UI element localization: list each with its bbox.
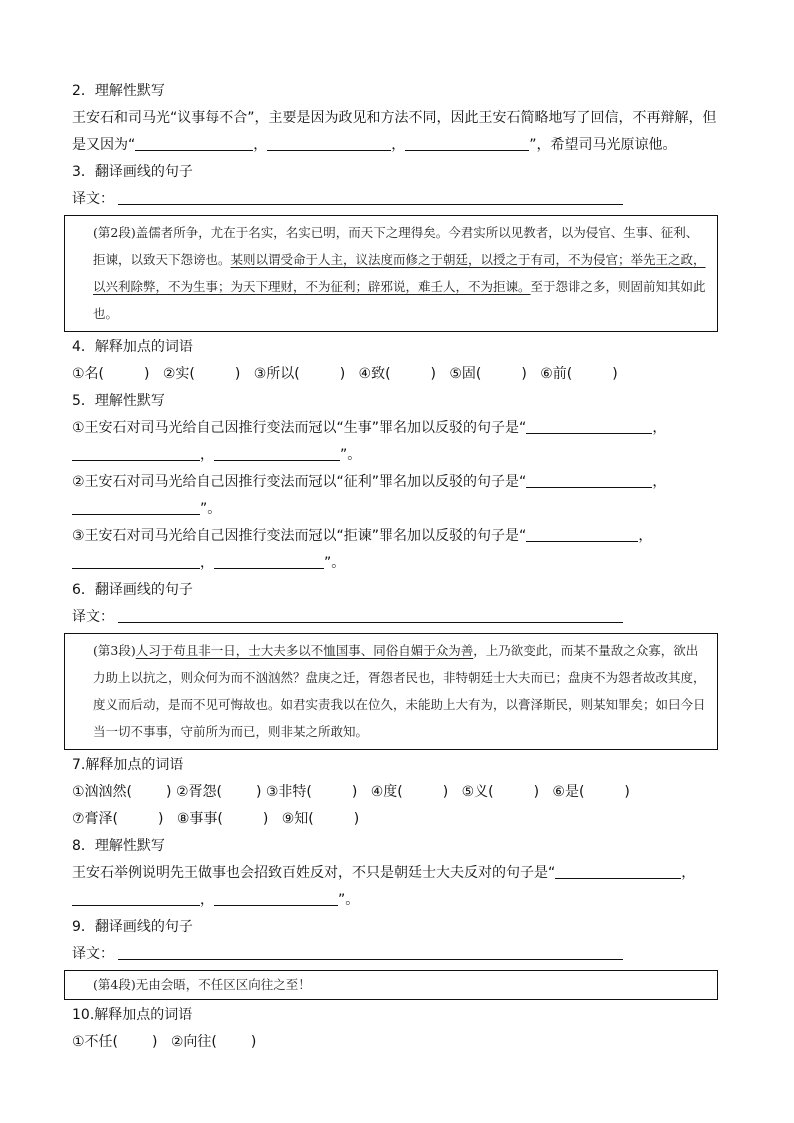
- s8-line1: [72, 860, 732, 887]
- s5-q2-comma: ，: [652, 474, 667, 490]
- s5-q1-sep: ，: [200, 447, 214, 463]
- s5-heading: 5．理解性默写: [72, 393, 165, 409]
- paren-close: ): [255, 784, 262, 800]
- s7-item-9-label: ⑨知(: [281, 811, 314, 827]
- s2-blank-3[interactable]: [405, 134, 529, 151]
- s8-heading: 8．理解性默写: [72, 838, 165, 854]
- s3-para-plain-1: 盖儒者所争，尤在于名实，名实已明，而天下之理得矣。今君实所以见教者，以为侵官、生事、征利、拒谏，以致天下怨谤也。: [93, 225, 699, 267]
- s4-items: [72, 361, 732, 388]
- s4-item-4-label: ④致(: [358, 366, 391, 382]
- s5-q3-comma: ，: [638, 528, 653, 544]
- paren-close: ): [166, 784, 172, 800]
- s7-item-7-label: ⑦膏泽(: [72, 811, 119, 827]
- s5-q1-blank-2[interactable]: [72, 444, 200, 461]
- s5-q2-line2: [72, 496, 732, 523]
- s4-heading: 4．解释加点的词语: [72, 339, 193, 355]
- s2-heading: 2．理解性默写: [72, 83, 165, 99]
- s5-q3-text: ③王安石对司马光给自己因推行变法而冠以“拒谏”罪名加以反驳的句子是“: [72, 528, 527, 544]
- s10-item-1-label: ①不任(: [72, 1034, 119, 1050]
- s5-q3-sep: ，: [200, 555, 214, 571]
- paren-close: ): [262, 811, 269, 827]
- s4-item-5-label: ⑤固(: [449, 366, 482, 382]
- s10-heading: 10.解释加点的词语: [72, 1007, 193, 1023]
- s5-q2-text: ②王安石对司马光给自己因推行变法而冠以“征利”罪名加以反驳的句子是“: [72, 474, 527, 490]
- s2-blank-2[interactable]: [267, 134, 391, 151]
- s2-blank-1[interactable]: [135, 134, 253, 151]
- s5-q1-blank-1[interactable]: [526, 417, 652, 434]
- paren-close: ): [158, 811, 164, 827]
- s6-para-tag: (第3段): [93, 643, 136, 658]
- s9-heading: 9．翻译画线的句子: [72, 919, 193, 935]
- s5-q2-blank-2[interactable]: [72, 498, 200, 515]
- s7-item-4-label: ④度(: [370, 784, 403, 800]
- s3-heading: 3．翻译画线的句子: [72, 164, 193, 180]
- paren-close: ): [234, 366, 241, 382]
- s5-q1-line2: [72, 442, 732, 469]
- s5-q1-blank-3[interactable]: [214, 444, 340, 461]
- s8-blank-3[interactable]: [214, 889, 338, 906]
- s7-item-1-label: ①汹汹然(: [72, 784, 133, 800]
- s10-item-2-label: ②向往(: [170, 1034, 217, 1050]
- s4-item-3-label: ③所以(: [253, 366, 300, 382]
- paren-close: ): [339, 366, 346, 382]
- s3-translation-label: 译文：: [72, 191, 114, 207]
- s5-q1-comma: ，: [652, 420, 667, 436]
- s2-text-line2: [72, 132, 732, 159]
- s2-text-suffix: ”，希望司马光原谅他。: [529, 137, 677, 153]
- paren-close: ): [521, 366, 527, 382]
- s5-q2-blank-1[interactable]: [526, 471, 652, 488]
- s9-para-tag: (第4段): [93, 977, 136, 992]
- paren-close: ): [612, 366, 618, 382]
- s6-translation-label: 译文：: [72, 609, 114, 625]
- s6-translation-line: [72, 604, 732, 631]
- s10-items: [72, 1029, 732, 1056]
- paren-close: ): [430, 366, 437, 382]
- s8-blank-1[interactable]: [555, 862, 681, 879]
- s2-sep-1: ，: [253, 137, 268, 153]
- s3-translation-line: [72, 186, 732, 213]
- s8-sep: ，: [200, 892, 214, 908]
- paren-close: ): [624, 784, 630, 800]
- s9-passage-box: [64, 970, 718, 1000]
- s5-q3-line2: [72, 550, 732, 577]
- s3-para-underlined: 某则以谓受命于人主，议法度而修之于朝廷，以授之于有司，不为侵官；举先王之政，以兴利除弊，不为生事；为天下理财，不为征利；辟邪说，难壬人，不为拒谏。: [93, 252, 706, 294]
- s8-line2: [72, 887, 732, 914]
- s2-text-line1: 王安石和司马光“议事每不合”，主要是因为政见和方法不同，因此王安石简略地写了回信，不再辩解，但: [72, 110, 717, 126]
- paren-close: ): [533, 784, 540, 800]
- s4-item-1-label: ①名(: [72, 366, 105, 382]
- paren-close: ): [353, 811, 360, 827]
- s3-passage-box: [64, 215, 718, 332]
- s7-row-1: [72, 779, 732, 806]
- s6-passage-box: [64, 633, 718, 750]
- s5-q1-line1: [72, 415, 732, 442]
- s9-para-text: 无由会晤，不任区区向往之至！: [135, 977, 311, 992]
- s2-text-prefix: 是又因为“: [72, 137, 136, 153]
- s9-translation-line: [72, 941, 732, 968]
- s9-translation-input[interactable]: [118, 943, 623, 960]
- s5-q2-end: ”。: [200, 501, 222, 517]
- s6-heading: 6．翻译画线的句子: [72, 582, 193, 598]
- s3-para-plain-2: 至于怨诽之多，则固前知其如此也。: [93, 279, 706, 321]
- s8-blank-2[interactable]: [72, 889, 200, 906]
- paren-close: ): [250, 1034, 257, 1050]
- worksheet-page: [72, 78, 732, 1056]
- s7-heading: 7.解释加点的词语: [72, 757, 184, 773]
- s6-translation-input[interactable]: [118, 606, 623, 623]
- s8-comma: ，: [681, 865, 696, 881]
- s4-item-6-label: ⑥前(: [540, 366, 573, 382]
- s8-end: ”。: [338, 892, 360, 908]
- paren-close: ): [152, 1034, 158, 1050]
- paren-close: ): [442, 784, 449, 800]
- s4-item-2-label: ②实(: [162, 366, 195, 382]
- s7-item-6-label: ⑥是(: [552, 784, 585, 800]
- paren-close: ): [351, 784, 358, 800]
- s5-q1-text: ①王安石对司马光给自己因推行变法而冠以“生事”罪名加以反驳的句子是“: [72, 420, 527, 436]
- s7-item-2-label: ②胥怨(: [175, 784, 222, 800]
- s9-translation-label: 译文：: [72, 946, 114, 962]
- s7-item-8-label: ⑧事事(: [176, 811, 223, 827]
- s7-item-5-label: ⑤义(: [461, 784, 494, 800]
- s6-para-underlined: 人习于苟且非一日，士大夫多以不恤国事、同俗自媚于众为善: [135, 643, 474, 658]
- s3-translation-input[interactable]: [118, 188, 623, 205]
- s5-q3-end: ”。: [324, 555, 346, 571]
- s7-row-2: [72, 806, 732, 833]
- s6-para-plain: ，上乃欲变此，而某不量敌之众寡，欲出力助上以抗之，则众何为而不汹汹然？盘庚之迁，胥怨者民也，非特朝廷士大夫而已；盘庚不为怨者故改其度，度义而后动，是而不见可悔故也。如君实责我以在位久，未能助上大有为，以膏泽斯民，则某知罪矣；如曰今日当一切不事事，守前所为而已，则非某之所敢知。: [93, 643, 706, 739]
- s5-q3-blank-2[interactable]: [72, 552, 200, 569]
- s8-text: 王安石举例说明先王做事也会招致百姓反对，不只是朝廷士大夫反对的句子是“: [72, 865, 556, 881]
- s5-q1-end: ”。: [340, 447, 362, 463]
- s5-q2-line1: [72, 469, 732, 496]
- s5-q3-blank-1[interactable]: [526, 525, 638, 542]
- s3-para-tag: (第2段): [93, 225, 136, 240]
- s7-item-3-label: ③非特(: [265, 784, 312, 800]
- s5-q3-blank-3[interactable]: [214, 552, 324, 569]
- s5-q3-line1: [72, 523, 732, 550]
- s2-sep-2: ，: [391, 137, 406, 153]
- paren-close: ): [144, 366, 150, 382]
